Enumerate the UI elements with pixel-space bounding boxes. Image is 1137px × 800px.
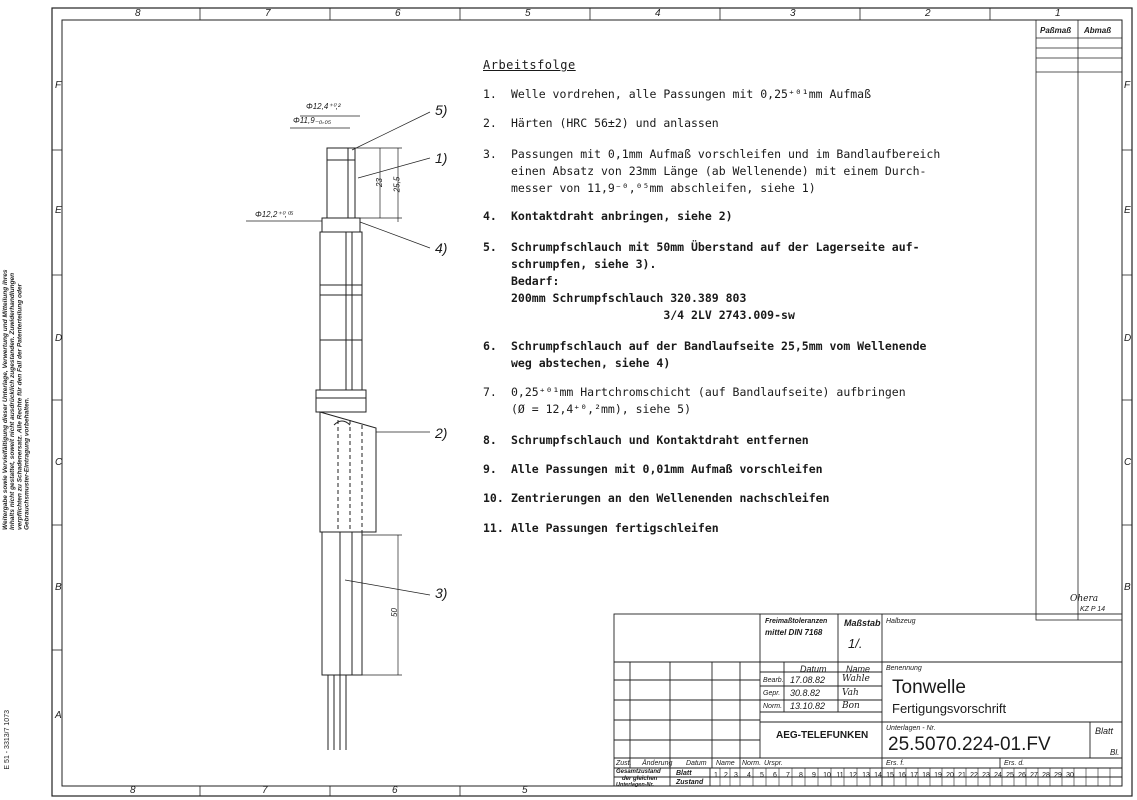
work-step: 2. Härten (HRC 56±2) und anlassen xyxy=(483,116,719,130)
benennung-label: Benennung xyxy=(886,665,922,672)
sheet-number-cell: 26 xyxy=(1018,772,1026,779)
sheet-number-cell: 16 xyxy=(898,772,906,779)
norm-date: 13.10.82 xyxy=(790,701,826,711)
datum-label: Datum xyxy=(800,664,827,674)
bearb-date: 17.08.82 xyxy=(790,675,826,685)
sheet-number-cell: 10 xyxy=(823,772,831,779)
dim-diameter-11-9: Φ11,9₋₀,₀₅ xyxy=(293,116,332,125)
freimass-label: Freimaßtoleranzen xyxy=(765,618,828,625)
grid-col-label: 5 xyxy=(522,785,528,796)
grid-col-label: 4 xyxy=(655,8,661,19)
sheet-number-cell: 15 xyxy=(886,772,894,779)
grid-col-label: 7 xyxy=(265,8,271,19)
sheet-number-cell: 11 xyxy=(836,772,844,779)
zustand-row-label: Zustand xyxy=(676,779,704,786)
work-sequence-title: Arbeitsfolge xyxy=(483,58,576,72)
grid-row-label: D xyxy=(1124,333,1132,344)
callout-5: 5) xyxy=(435,102,448,118)
bearb-label: Bearb. xyxy=(763,677,784,684)
callout-4: 4) xyxy=(435,240,448,256)
sheet-number-cell: 22 xyxy=(970,772,978,779)
grid-col-label: 2 xyxy=(925,8,931,19)
signature: Wahle xyxy=(842,674,870,684)
sheet-number-cell: 12 xyxy=(849,772,857,779)
grid-row-label: F xyxy=(1124,80,1131,91)
massstab-label: Maßstab xyxy=(844,618,881,628)
rev-header-datum: Datum xyxy=(686,760,707,767)
halbzeug-label: Halbzeug xyxy=(886,618,916,625)
grid-col-label: 6 xyxy=(395,8,401,19)
sheet-number-cell: 3 xyxy=(734,772,738,779)
signature: Vah xyxy=(842,688,859,698)
blatt-row-label: Blatt xyxy=(676,770,692,777)
massstab-value: 1/. xyxy=(848,636,863,651)
grid-col-label: 8 xyxy=(135,8,141,19)
grid-row-label: E xyxy=(55,205,62,216)
name-label: Name xyxy=(846,664,871,674)
work-step: 5. Schrumpfschlauch mit 50mm Überstand auf der Lagerseite auf- schrumpfen, siehe 3). Bedarf: 200mm Schrumpfschlauch 320.389 803 3/4 2LV 2743.009-sw xyxy=(483,240,920,322)
gesamtzustand-label-2: der gleichen xyxy=(622,776,658,782)
sheet-number-cell: 20 xyxy=(946,772,954,779)
abmass-header: Abmaß xyxy=(1084,26,1112,35)
callout-3: 3) xyxy=(435,585,448,601)
dim-length-50: 50 xyxy=(389,608,399,617)
sheet-number-cell: 1 xyxy=(714,772,718,779)
grid-col-label: 8 xyxy=(130,785,136,796)
sheet-number-cell: 24 xyxy=(994,772,1002,779)
sheet-number-cell: 6 xyxy=(773,772,777,779)
sheet-number-cell: 28 xyxy=(1042,772,1050,779)
sheet-number-cell: 19 xyxy=(934,772,942,779)
callout-2: 2) xyxy=(435,425,448,441)
dim-length-23: 23 xyxy=(374,178,384,187)
sheet-number-cell: 2 xyxy=(724,772,728,779)
legal-notice: Weitergabe sowie Vervielfältigung dieser Unterlage, Verwertung und Mitteilung ihres Inhalts nicht gestattet, soweit nicht ausdrücklich zugestanden. Zuwiderhandlungen verpflichten zu Schadenersatz. Alle Rechte für den Fall der Patenterteilung oder Gebrauchsmuster-Eintragung vorbehalten. xyxy=(2,269,31,530)
sheet-number-cell: 7 xyxy=(786,772,790,779)
sheet-number-cell: 27 xyxy=(1030,772,1038,779)
signature: Bon xyxy=(842,701,860,711)
work-step: 4. Kontaktdraht anbringen, siehe 2) xyxy=(483,209,733,223)
gepr-date: 30.8.82 xyxy=(790,688,821,698)
sheet-number-cell: 21 xyxy=(958,772,966,779)
company-name: AEG-TELEFUNKEN xyxy=(776,730,869,741)
grid-row-label: A xyxy=(55,710,62,721)
ers-d-label: Ers. d. xyxy=(1004,760,1025,767)
grid-row-label: C xyxy=(55,457,63,468)
sheet-number-cell: 13 xyxy=(862,772,870,779)
rev-header-aenderung: Änderung xyxy=(642,760,673,767)
grid-row-label: D xyxy=(55,333,63,344)
grid-row-label: F xyxy=(55,80,62,91)
rev-header-name: Name xyxy=(716,760,735,767)
sheet-number-cell: 29 xyxy=(1054,772,1062,779)
dim-diameter-12-2: Φ12,2⁺⁰,⁰⁵ xyxy=(255,210,294,219)
passmass-header: Paßmaß xyxy=(1040,26,1072,35)
work-step: 10. Zentrierungen an den Wellenenden nachschleifen xyxy=(483,491,830,505)
sheet-number-cell: 17 xyxy=(910,772,918,779)
form-code: E 51 - 3313/7 1073 xyxy=(4,710,11,770)
grid-row-label: C xyxy=(1124,457,1132,468)
grid-col-label: 3 xyxy=(790,8,796,19)
sheet-number-cell: 30 xyxy=(1066,772,1074,779)
approval-note: KZ P 14 xyxy=(1080,606,1106,613)
unterlagen-label: Unterlagen - Nr. xyxy=(886,725,936,732)
dim-length-25-5: 25,5 xyxy=(392,176,402,193)
bl-label: Bl. xyxy=(1110,748,1120,757)
ers-f-label: Ers. f. xyxy=(886,760,905,767)
gesamtzustand-label: Gesamtzustand xyxy=(616,769,661,775)
work-step: 11. Alle Passungen fertigschleifen xyxy=(483,521,719,535)
rev-header-urspr: Urspr. xyxy=(764,760,783,767)
sheet-number-cell: 23 xyxy=(982,772,990,779)
work-step: 7. 0,25⁺⁰¹mm Hartchromschicht (auf Bandlaufseite) aufbringen (Ø = 12,4⁺⁰,²mm), siehe 5) xyxy=(483,385,906,416)
sheet-number-cell: 4 xyxy=(747,772,751,779)
grid-col-label: 1 xyxy=(1055,8,1061,19)
grid-row-label: B xyxy=(1124,582,1131,593)
work-step: 9. Alle Passungen mit 0,01mm Aufmaß vorschleifen xyxy=(483,462,823,476)
gesamtzustand-label-3: Unterlagen-Nr. xyxy=(616,782,654,788)
norm-label: Norm. xyxy=(763,703,783,710)
grid-col-label: 6 xyxy=(392,785,398,796)
sheet-number-cell: 8 xyxy=(799,772,803,779)
work-step: 6. Schrumpfschlauch auf der Bandlaufseite 25,5mm vom Wellenende weg abstechen, siehe 4) xyxy=(483,339,927,370)
dim-diameter-12-4: Φ12,4⁺⁰,² xyxy=(306,102,341,111)
work-step: 8. Schrumpfschlauch und Kontaktdraht entfernen xyxy=(483,433,809,447)
blatt-label: Blatt xyxy=(1095,726,1114,736)
freimass-norm: mittel DIN 7168 xyxy=(765,628,823,637)
grid-row-label: E xyxy=(1124,205,1131,216)
grid-col-label: 7 xyxy=(262,785,268,796)
gepr-label: Gepr. xyxy=(763,690,781,697)
sheet-number-cell: 18 xyxy=(922,772,930,779)
approval-initials: Ohera xyxy=(1070,594,1099,604)
rev-header-norm: Norm. xyxy=(742,760,762,767)
part-title: Tonwelle xyxy=(892,677,966,698)
grid-col-label: 5 xyxy=(525,8,531,19)
document-number: 25.5070.224-01.FV xyxy=(888,734,1051,755)
work-step: 3. Passungen mit 0,1mm Aufmaß vorschleifen und im Bandlaufbereich einen Absatz von 23mm Länge (ab Wellenende) mit einem Durch- messer von 11,9⁻⁰,⁰⁵mm abschleifen, siehe 1) xyxy=(483,147,941,195)
part-subtitle: Fertigungsvorschrift xyxy=(892,701,1007,716)
sheet-number-cell: 9 xyxy=(812,772,816,779)
work-step: 1. Welle vordrehen, alle Passungen mit 0,25⁺⁰¹mm Aufmaß xyxy=(483,87,872,101)
sheet-number-cell: 25 xyxy=(1006,772,1014,779)
sheet-number-cell: 14 xyxy=(874,772,882,779)
sheet-number-cell: 5 xyxy=(760,772,764,779)
callout-1: 1) xyxy=(435,150,448,166)
rev-header-zust: Zust. xyxy=(616,760,632,767)
grid-row-label: B xyxy=(55,582,62,593)
